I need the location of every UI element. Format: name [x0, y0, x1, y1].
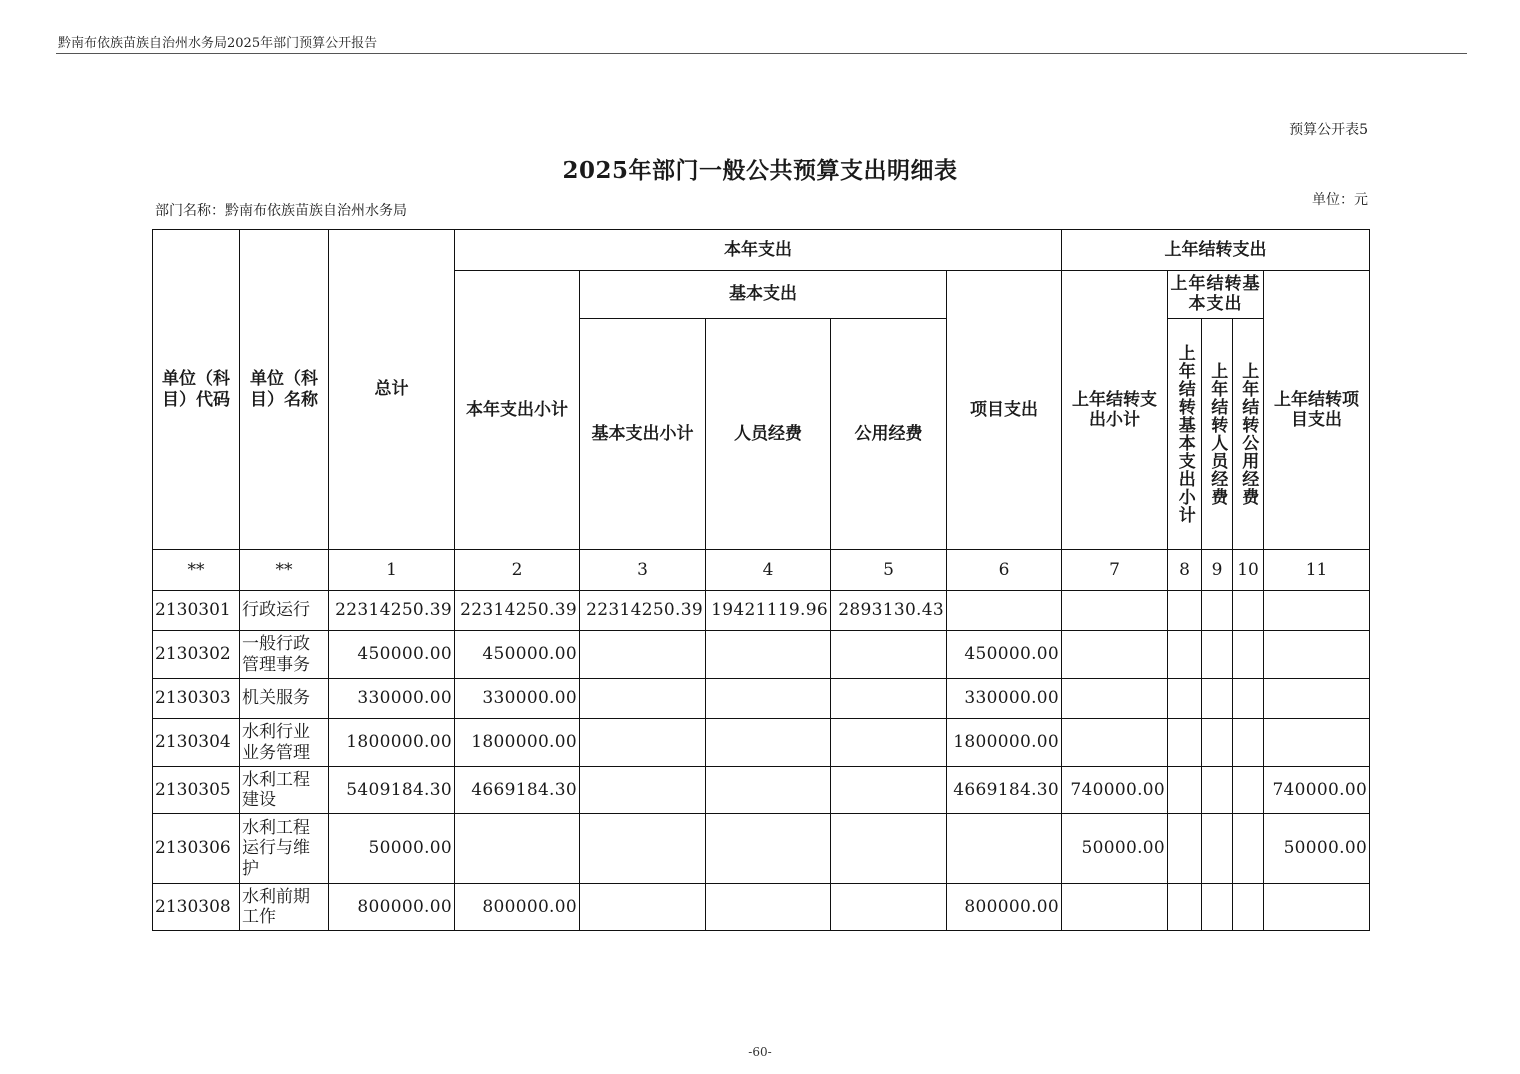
row-code: 2130304 — [153, 719, 240, 767]
row-value-col-10 — [1233, 767, 1264, 814]
row-value-col-10 — [1233, 814, 1264, 884]
index-cell: 6 — [947, 550, 1062, 591]
header-project: 项目支出 — [947, 271, 1062, 550]
index-cell: 9 — [1202, 550, 1233, 591]
header-carryover-project: 上年结转项目支出 — [1264, 271, 1370, 550]
row-value-col-2: 330000.00 — [455, 679, 580, 719]
row-value-col-9 — [1202, 814, 1233, 884]
header-carryover-subtotal: 上年结转支出小计 — [1062, 271, 1168, 550]
index-cell: 10 — [1233, 550, 1264, 591]
index-cell: 7 — [1062, 550, 1168, 591]
row-value-col-7 — [1062, 679, 1168, 719]
index-cell: ** — [153, 550, 240, 591]
index-row — [153, 550, 1370, 591]
row-value-col-8 — [1168, 719, 1202, 767]
header-current-subtotal: 本年支出小计 — [455, 271, 580, 550]
row-value-col-11 — [1264, 719, 1370, 767]
index-cell: 8 — [1168, 550, 1202, 591]
row-value-col-4 — [706, 814, 831, 884]
row-code: 2130308 — [153, 884, 240, 931]
table-row — [153, 679, 1370, 719]
page-title: 2025年部门一般公共预算支出明细表 — [562, 157, 958, 184]
row-name: 行政运行 — [240, 591, 329, 631]
table-row — [153, 814, 1370, 884]
row-value-col-6: 330000.00 — [947, 679, 1062, 719]
row-value-col-9 — [1202, 767, 1233, 814]
row-value-col-6 — [947, 591, 1062, 631]
index-cell: 1 — [329, 550, 455, 591]
row-value-col-5 — [831, 767, 947, 814]
unit-label: 单位：元 — [1312, 192, 1368, 208]
table-row — [153, 767, 1370, 814]
row-value-col-6: 1800000.00 — [947, 719, 1062, 767]
row-name: 机关服务 — [240, 679, 329, 719]
header-carryover-public: 上年结转公用经费 — [1233, 319, 1264, 550]
row-value-col-5 — [831, 679, 947, 719]
row-value-col-7: 740000.00 — [1062, 767, 1168, 814]
row-name: 水利工程运行与维护 — [240, 814, 329, 884]
row-value-col-7 — [1062, 631, 1168, 679]
header-carryover-personnel: 上年结转人员经费 — [1202, 319, 1233, 550]
row-value-col-2: 4669184.30 — [455, 767, 580, 814]
row-value-col-11 — [1264, 884, 1370, 931]
row-value-col-11: 50000.00 — [1264, 814, 1370, 884]
row-value-col-11: 740000.00 — [1264, 767, 1370, 814]
row-value-col-11 — [1264, 591, 1370, 631]
row-value-col-2: 22314250.39 — [455, 591, 580, 631]
index-cell: 3 — [580, 550, 706, 591]
row-name: 一般行政管理事务 — [240, 631, 329, 679]
row-value-col-1: 1800000.00 — [329, 719, 455, 767]
row-value-col-1: 22314250.39 — [329, 591, 455, 631]
row-value-col-3 — [580, 631, 706, 679]
row-value-col-6: 800000.00 — [947, 884, 1062, 931]
row-value-col-1: 50000.00 — [329, 814, 455, 884]
row-value-col-9 — [1202, 591, 1233, 631]
row-value-col-3: 22314250.39 — [580, 591, 706, 631]
row-value-col-8 — [1168, 679, 1202, 719]
table-body — [153, 230, 1370, 931]
row-value-col-3 — [580, 679, 706, 719]
index-cell: 5 — [831, 550, 947, 591]
header-current-year: 本年支出 — [455, 230, 1062, 271]
row-value-col-5 — [831, 884, 947, 931]
row-value-col-2: 450000.00 — [455, 631, 580, 679]
running-header: 黔南布依族苗族自治州水务局2025年部门预算公开报告 — [58, 36, 378, 51]
row-value-col-4 — [706, 631, 831, 679]
index-cell: ** — [240, 550, 329, 591]
index-cell: 11 — [1264, 550, 1370, 591]
row-value-col-6 — [947, 814, 1062, 884]
header-public: 公用经费 — [831, 319, 947, 550]
row-value-col-9 — [1202, 884, 1233, 931]
row-value-col-3 — [580, 814, 706, 884]
header-code: 单位（科目）代码 — [153, 230, 240, 550]
table-number: 预算公开表5 — [1289, 122, 1368, 138]
row-value-col-9 — [1202, 719, 1233, 767]
header-carryover-basic-subtotal: 上年结转基本支出小计 — [1168, 319, 1202, 550]
row-value-col-5: 2893130.43 — [831, 591, 947, 631]
row-value-col-11 — [1264, 631, 1370, 679]
table-row — [153, 631, 1370, 679]
row-value-col-8 — [1168, 814, 1202, 884]
row-code: 2130305 — [153, 767, 240, 814]
row-value-col-10 — [1233, 884, 1264, 931]
index-cell: 4 — [706, 550, 831, 591]
row-value-col-2 — [455, 814, 580, 884]
row-value-col-5 — [831, 631, 947, 679]
row-value-col-8 — [1168, 767, 1202, 814]
row-value-col-3 — [580, 719, 706, 767]
row-value-col-1: 450000.00 — [329, 631, 455, 679]
row-value-col-3 — [580, 884, 706, 931]
header-row-1 — [153, 230, 1370, 271]
row-name: 水利行业业务管理 — [240, 719, 329, 767]
header-carryover-basic: 上年结转基本支出 — [1168, 271, 1264, 319]
row-value-col-4 — [706, 679, 831, 719]
row-value-col-8 — [1168, 591, 1202, 631]
header-carryover: 上年结转支出 — [1062, 230, 1370, 271]
row-value-col-6: 450000.00 — [947, 631, 1062, 679]
row-value-col-10 — [1233, 631, 1264, 679]
row-value-col-9 — [1202, 679, 1233, 719]
row-code: 2130303 — [153, 679, 240, 719]
row-name: 水利工程建设 — [240, 767, 329, 814]
row-value-col-2: 1800000.00 — [455, 719, 580, 767]
row-value-col-5 — [831, 719, 947, 767]
row-value-col-10 — [1233, 719, 1264, 767]
row-value-col-10 — [1233, 679, 1264, 719]
row-value-col-1: 330000.00 — [329, 679, 455, 719]
row-value-col-1: 5409184.30 — [329, 767, 455, 814]
header-basic-subtotal: 基本支出小计 — [580, 319, 706, 550]
header-personnel: 人员经费 — [706, 319, 831, 550]
row-value-col-3 — [580, 767, 706, 814]
row-value-col-2: 800000.00 — [455, 884, 580, 931]
row-value-col-1: 800000.00 — [329, 884, 455, 931]
row-value-col-9 — [1202, 631, 1233, 679]
row-value-col-4 — [706, 767, 831, 814]
table-row — [153, 884, 1370, 931]
budget-table — [152, 229, 1370, 931]
row-value-col-7 — [1062, 591, 1168, 631]
row-code: 2130301 — [153, 591, 240, 631]
row-value-col-8 — [1168, 884, 1202, 931]
department-name: 部门名称：黔南布依族苗族自治州水务局 — [155, 203, 407, 219]
row-value-col-7 — [1062, 719, 1168, 767]
row-value-col-7 — [1062, 884, 1168, 931]
row-code: 2130302 — [153, 631, 240, 679]
row-value-col-8 — [1168, 631, 1202, 679]
header-name: 单位（科目）名称 — [240, 230, 329, 550]
row-value-col-4 — [706, 884, 831, 931]
index-cell: 2 — [455, 550, 580, 591]
row-value-col-11 — [1264, 679, 1370, 719]
header-rule — [56, 53, 1467, 54]
table-row — [153, 591, 1370, 631]
row-name: 水利前期工作 — [240, 884, 329, 931]
row-value-col-7: 50000.00 — [1062, 814, 1168, 884]
table-row — [153, 719, 1370, 767]
row-value-col-4 — [706, 719, 831, 767]
row-value-col-6: 4669184.30 — [947, 767, 1062, 814]
header-basic: 基本支出 — [580, 271, 947, 319]
row-value-col-5 — [831, 814, 947, 884]
row-value-col-4: 19421119.96 — [706, 591, 831, 631]
row-code: 2130306 — [153, 814, 240, 884]
header-total: 总计 — [329, 230, 455, 550]
page-number: -60- — [748, 1045, 772, 1059]
row-value-col-10 — [1233, 591, 1264, 631]
